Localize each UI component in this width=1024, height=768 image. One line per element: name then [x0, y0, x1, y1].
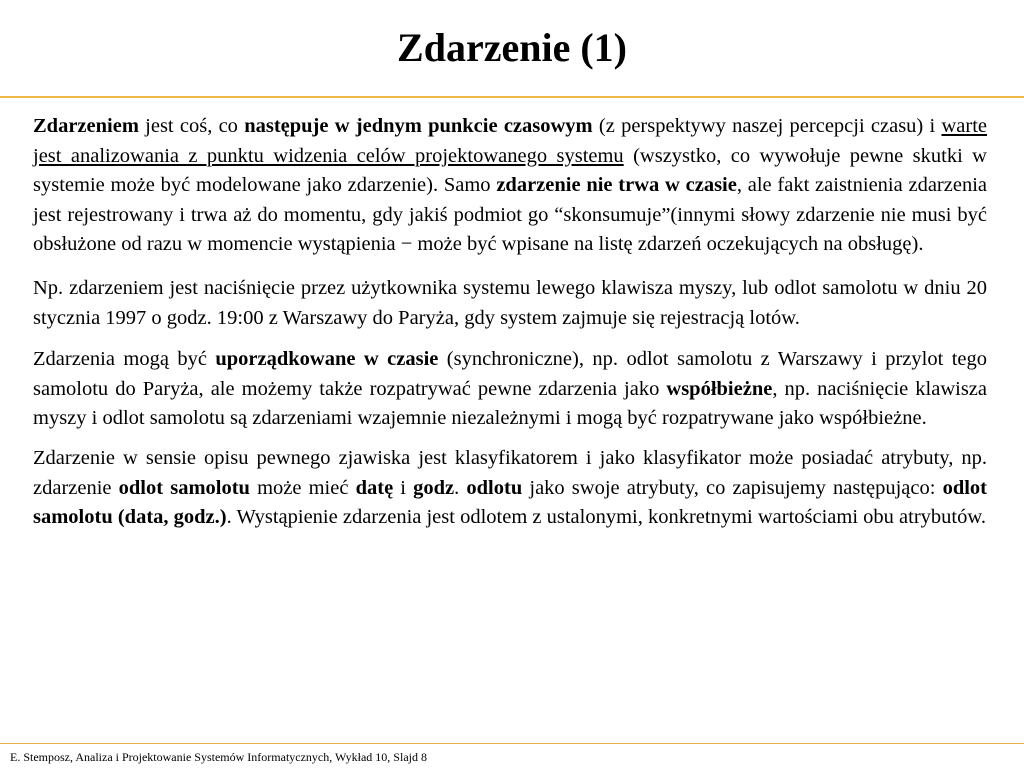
text-span: i — [393, 476, 414, 499]
emphasis-notation: odlot samolotu (data, godz.) — [33, 476, 988, 529]
paragraph-definition — [33, 112, 987, 260]
emphasis-departure: odlotu — [466, 476, 523, 499]
text-span: Np. zdarzeniem jest naciśnięcie przez użytkownika systemu lewego klawisza myszy, lub odlot samolotu w dniu 20 stycznia 1997 o godz. 19:00 z Warszawy do Paryża, gdy system zajmuje się rejestracją lotów. — [33, 276, 987, 329]
text-span: (wszystko, co wywołuje pewne skutki w systemie może być modelowane jako zdarzenie). Samo — [33, 144, 987, 197]
paragraph-example — [33, 274, 987, 333]
text-span: , np. naciśnięcie klawisza myszy i odlot samolotu są zdarzeniami wzajemnie niezależnymi i mogą być rozpatrywane jako współbieżne. — [33, 377, 988, 430]
emphasis-concurrent: współbieżne — [666, 377, 773, 400]
slide-footer: E. Stemposz, Analiza i Projektowanie Systemów Informatycznych, Wykład 10, Slajd 8 — [10, 750, 427, 764]
emphasis-date: datę — [355, 476, 394, 499]
text-span: jest coś, co — [138, 115, 245, 137]
slide-title: Zdarzenie (1) — [397, 25, 627, 70]
emphasis-not-lasting: zdarzenie nie trwa w czasie — [496, 174, 737, 197]
text-span: Zdarzenia mogą być — [33, 348, 216, 371]
text-span: (z perspektywy naszej percepcji czasu) i — [592, 115, 942, 137]
paragraph-ordering — [33, 345, 987, 434]
emphasis-flight-departure: odlot samolotu — [118, 476, 250, 499]
text-span: może mieć — [249, 476, 356, 499]
text-span: , ale fakt zaistnienia zdarzenia jest rejestrowany i trwa aż do momentu, gdy jakiś podmiot go “skonsumuje”(innymi słowy zdarzenie nie musi być obsłużone od razu w momencie wystąpienia − może być wpisane na listę zdarzeń oczekujących na obsługę). — [33, 174, 988, 256]
emphasis-ordered-in-time: uporządkowane w czasie — [215, 348, 439, 371]
text-span: . — [454, 476, 467, 499]
text-span: . Wystąpienie zdarzenia jest odlotem z ustalonymi, konkretnymi wartościami obu atrybutów. — [226, 506, 986, 529]
emphasis-hour: godz — [413, 476, 455, 499]
footer-divider — [0, 743, 1024, 744]
paragraph-attributes — [33, 444, 987, 533]
slide-body — [33, 112, 987, 533]
text-span: jako swoje atrybuty, co zapisujemy następująco: — [522, 476, 943, 499]
text-span: Zdarzenie w sensie opisu pewnego zjawiska jest klasyfikatorem i jako klasyfikator może posiadać atrybuty, np. zdarzenie — [33, 446, 987, 499]
text-span: (synchroniczne), np. odlot samolotu z Warszawy i przylot tego samolotu do Paryża, ale możemy także rozpatrywać pewne zdarzenia jako — [33, 348, 987, 400]
underlined-system-goals: warte jest analizowania z punktu widzenia celów projektowanego systemu — [33, 115, 987, 167]
emphasis-point-in-time: następuje w jednym punkcie czasowym — [244, 115, 593, 137]
title-divider — [0, 96, 1024, 98]
term-zdarzeniem: Zdarzeniem — [33, 115, 139, 137]
